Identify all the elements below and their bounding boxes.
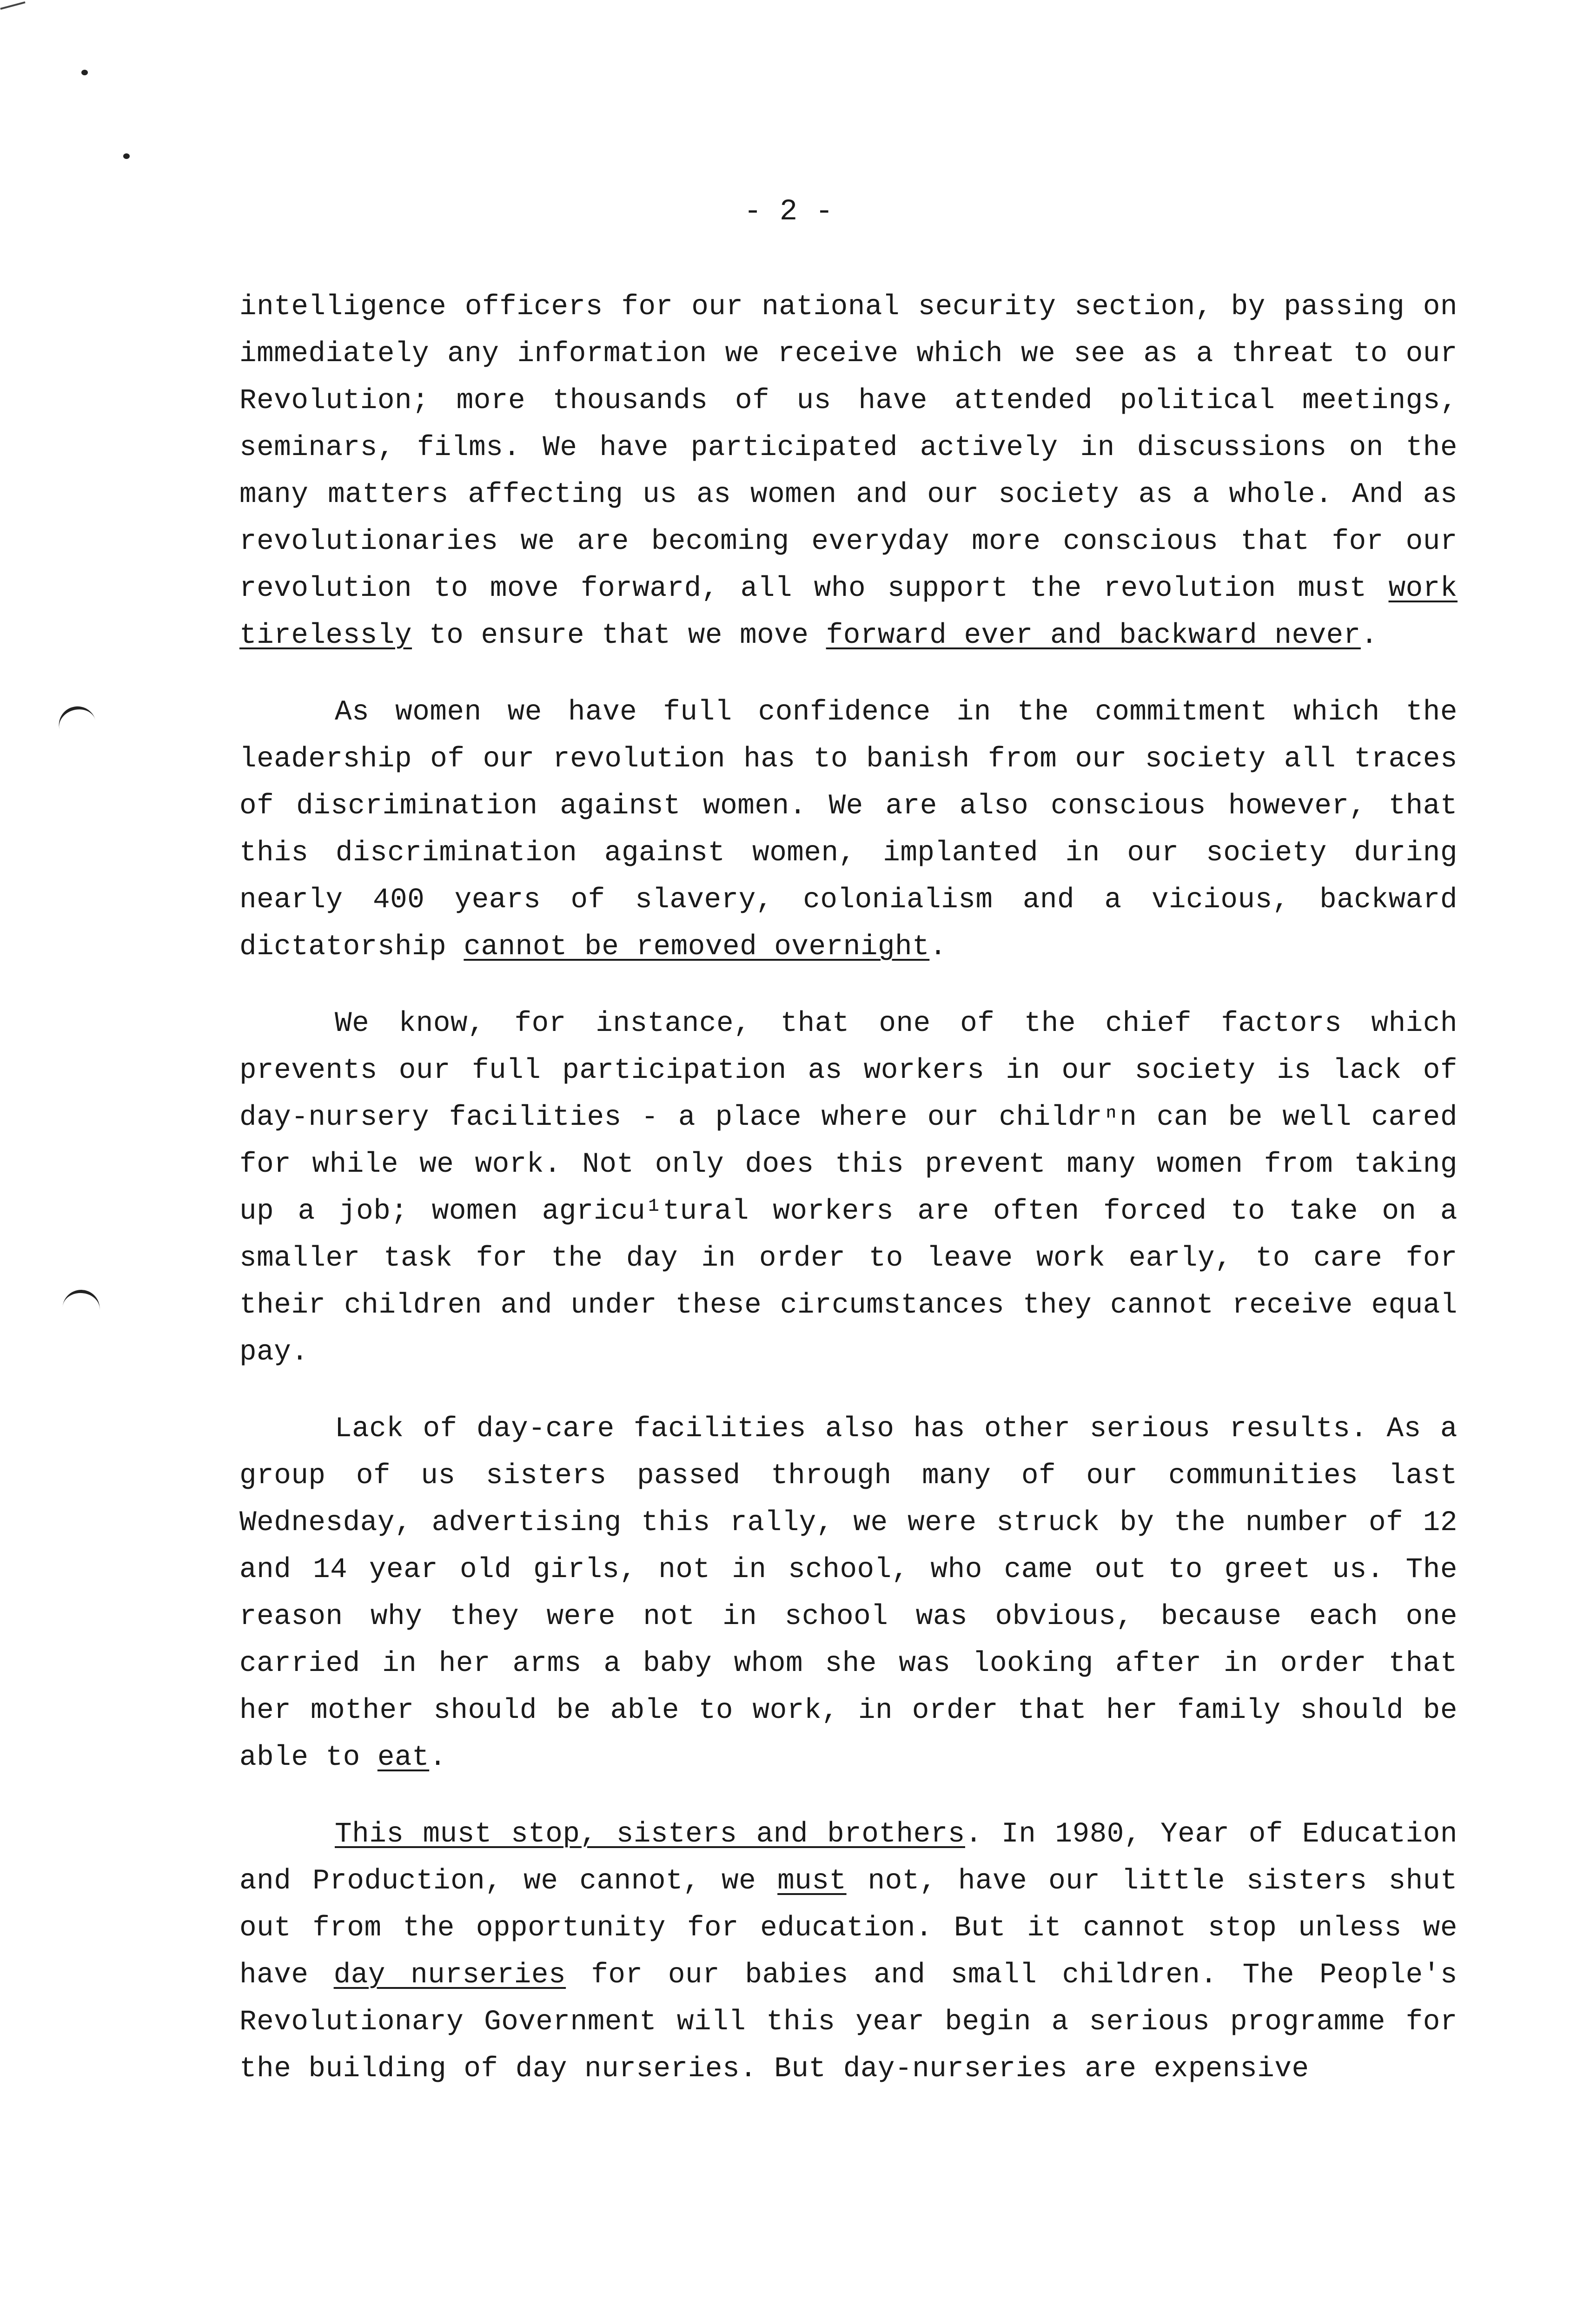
paragraph-text: As women we have full confidence in the commitment which the leadership of our revolution has to banish from our society all traces of discrimination against women. We are also conscious however, that this discrimination against women, implanted in our society during nearly 400 years of slavery, colonialism and a vicious, backward dictatorship [239, 696, 1458, 963]
underlined-text: cannot be removed overnight [464, 931, 930, 963]
underlined-text: eat [377, 1742, 430, 1774]
paragraph-text: . [929, 931, 947, 963]
document-body [239, 284, 1458, 2122]
underlined-text: This must stop, sisters and brothers [335, 1818, 965, 1850]
scan-dot [81, 70, 88, 75]
underlined-text: must [777, 1865, 847, 1897]
paragraph-text: . In 1980, Year of Education and Production, we cannot, we [239, 1818, 1458, 1897]
scan-mark [0, 1, 25, 10]
paragraph-text: We know, for instance, that one of the chief factors which prevents our full participation as workers in our society is lack of day-nursery facilities - a place where our childrⁿn can be well cared for while we work. Not only does this prevent many women from taking up a job; women agricu¹tural workers are often forced to take on a smaller task for the day in order to leave work early, to care for their children and under these circumstances they cannot receive equal pay. [239, 1008, 1458, 1368]
paragraph [239, 284, 1458, 659]
paragraph-text: to ensure that we move [412, 620, 826, 652]
paragraph-text: . [429, 1742, 447, 1774]
paragraph-text: not, have our little sisters shut out from the opportunity for education. But it cannot stop unless we have [239, 1865, 1458, 1991]
underlined-text: work tirelessly [239, 573, 1458, 652]
paragraph [239, 1406, 1458, 1781]
paragraph [239, 1811, 1458, 2093]
paragraph [239, 1000, 1458, 1376]
margin-bracket-mark [61, 1288, 101, 1323]
paragraph-text: intelligence officers for our national security section, by passing on immediately any information we receive which we see as a threat to our Revolution; more thousands of us have attended political meetings, seminars, films. We have participated actively in discussions on the many matters affecting us as women and our society as a whole. And as revolutionaries we are becoming everyday more conscious that for our revolution to move forward, all who support the revolution must [239, 291, 1458, 605]
margin-bracket-mark [55, 702, 99, 742]
paragraph-text: . [1360, 620, 1378, 652]
paragraph-text: for our babies and small children. The People's Revolutionary Government will this year begin a serious programme for the building of day nurseries. But day-nurseries are expensive [239, 1959, 1458, 2085]
underlined-text: forward ever and backward never [826, 620, 1361, 652]
paragraph [239, 689, 1458, 971]
scan-dot [123, 153, 130, 159]
page-number: - 2 - [743, 195, 834, 229]
paragraph-text: Lack of day-care facilities also has other serious results. As a group of us sisters passed through many of our communities last Wednesday, advertising this rally, we were struck by the number of 12 and 14 year old girls, not in school, who came out to greet us. The reason why they were not in school was obvious, because each one carried in her arms a baby whom she was looking after in order that her mother should be able to work, in order that her family should be able to [239, 1413, 1458, 1774]
underlined-text: day nurseries [333, 1959, 566, 1991]
